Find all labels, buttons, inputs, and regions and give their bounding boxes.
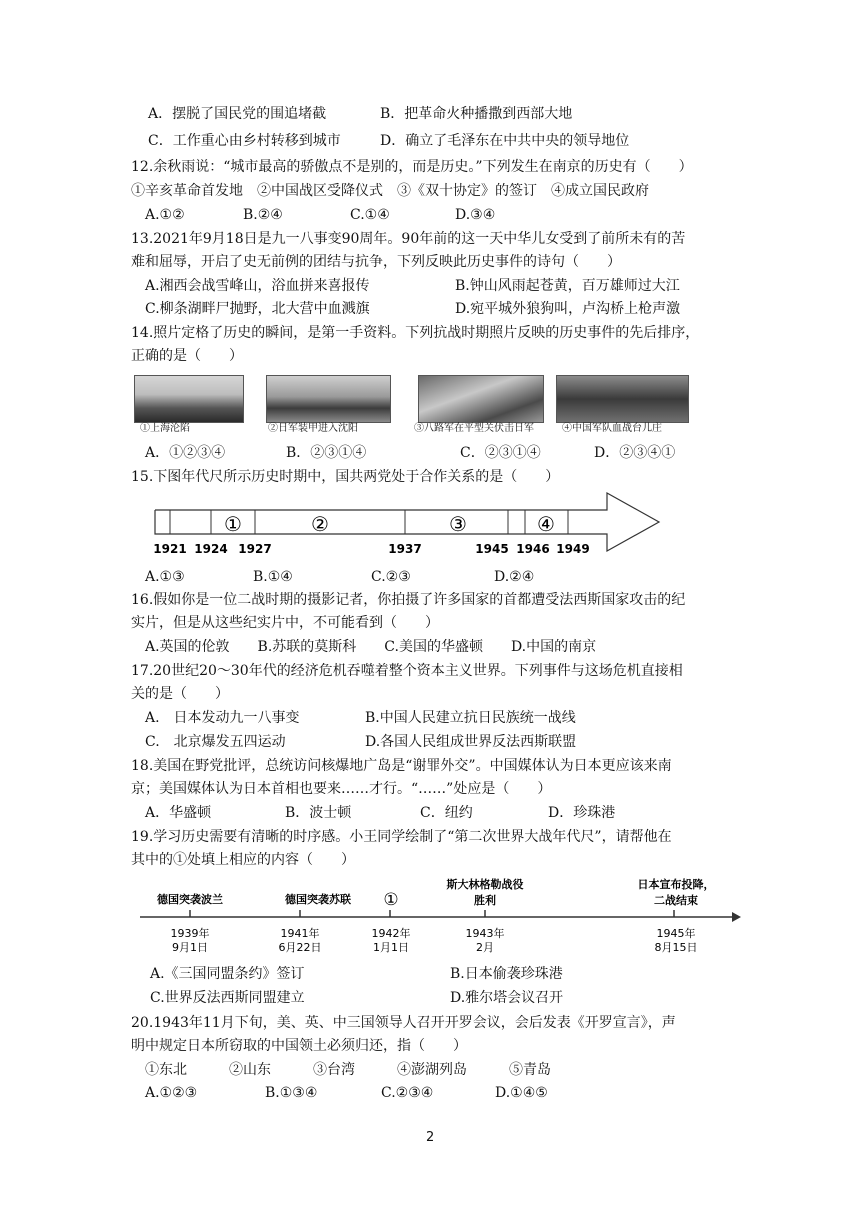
q19-event-poland: 德国突袭波兰 [157, 893, 223, 906]
q15-option-c: C.②③ [371, 569, 411, 585]
q14-option-d: D．②③④① [594, 445, 676, 461]
q18-stem-line2: 京；美国媒体认为日本首相也要来……才行。“……”处应是（ ） [131, 781, 552, 797]
q19-option-a: A.《三国同盟条约》签订 [150, 966, 305, 982]
page-number: 2 [426, 1130, 435, 1145]
q15-year-1921: 1921 [153, 542, 187, 556]
q18-option-c: C．纽约 [420, 805, 473, 821]
q19-option-d: D.雅尔塔会议召开 [450, 990, 564, 1006]
photo-caption-3: ③八路军在平型关伏击日军 [414, 423, 534, 434]
q15-segment-4: ④ [537, 512, 555, 536]
q19-date-1942: 1942年 [371, 927, 411, 940]
q15-segment-3: ③ [449, 512, 467, 536]
q17-option-d: D.各国人民组成世界反法西斯联盟 [365, 734, 577, 750]
q19-date-1945: 1945年 [656, 927, 696, 940]
q14-option-a: A．①②③④ [145, 445, 226, 461]
q14-stem-line2: 正确的是（ ） [131, 348, 243, 364]
q19-stem-line2: 其中的①处填上相应的内容（ ） [131, 852, 355, 868]
q20-stem-line2: 明中规定日本所窃取的中国领土必须归还，指（ ） [131, 1038, 467, 1054]
q19-event-blank: ① [383, 890, 399, 910]
photo-caption-1: ①上海沦陷 [140, 423, 190, 434]
q15-segment-2: ② [311, 512, 329, 536]
q13-stem-line1: 13.2021年9月18日是九一八事变90周年。90年前的这一天中华儿女受到了前所未有的苦 [131, 231, 686, 247]
q15-year-1924: 1924 [194, 542, 228, 556]
q11-option-c: C．工作重心由乡村转移到城市 [148, 133, 341, 149]
q19-option-b: B.日本偷袭珍珠港 [450, 966, 563, 982]
q18-stem-line1: 18.美国在野党批评，总统访问核爆地广岛是“谢罪外交”。中国媒体认为日本更应该来南 [131, 758, 672, 774]
q17-option-b: B.中国人民建立抗日民族统一战线 [365, 710, 576, 726]
q20-option-d: D.①④⑤ [495, 1085, 548, 1101]
q19-event-stalingrad: 斯大林格勒战役 [446, 878, 524, 891]
q17-stem-line2: 关的是（ ） [131, 686, 229, 702]
q19-date-1943-md: 2月 [476, 941, 494, 954]
q14-option-c: C．②③①④ [460, 445, 541, 461]
q15-option-a: A.①③ [145, 569, 185, 585]
q11-option-a: A．摆脱了国民党的围追堵截 [148, 106, 327, 122]
q19-date-1939-md: 9月1日 [172, 941, 208, 954]
q12-option-b: B.②④ [243, 207, 283, 223]
q12-option-a: A.①② [145, 207, 185, 223]
q14-stem-line1: 14.照片定格了历史的瞬间，是第一手资料。下列抗战时期照片反映的历史事件的先后排序， [131, 325, 700, 341]
q18-option-a: A．华盛顿 [145, 805, 212, 821]
q16-stem-line1: 16.假如你是一位二战时期的摄影记者，你拍摄了许多国家的首都遭受法西斯国家攻击的纪 [131, 592, 686, 608]
q19-axis-arrowhead [732, 912, 741, 922]
q19-event-stalingrad-2: 胜利 [474, 894, 496, 907]
q15-year-1927: 1927 [238, 542, 272, 556]
q13-option-b: B.钟山风雨起苍黄，百万雄师过大江 [455, 278, 680, 294]
q19-event-war-end: 二战结束 [654, 894, 698, 907]
q17-option-a: A. 日本发动九一八事变 [145, 710, 300, 726]
q15-option-d: D.②④ [494, 569, 535, 585]
q17-option-c: C. 北京爆发五四运动 [145, 734, 286, 750]
q19-date-1941-md: 6月22日 [278, 941, 322, 954]
q19-option-c: C.世界反法西斯同盟建立 [150, 990, 305, 1006]
q13-option-c: C.柳条湖畔尸抛野，北大营中血溅旗 [145, 301, 370, 317]
q17-stem-line1: 17.20世纪20～30年代的经济危机吞噬着整个资本主义世界。下列事件与这场危机直接相 [131, 663, 683, 679]
q11-option-b: B．把革命火种播撒到西部大地 [380, 106, 573, 122]
q14-option-b: B．②③①④ [286, 445, 367, 461]
q20-option-a: A.①②③ [145, 1085, 198, 1101]
q19-date-1945-md: 8月15日 [654, 941, 698, 954]
q19-date-1941: 1941年 [280, 927, 320, 940]
q15-segment-1: ① [224, 512, 242, 536]
q11-option-d: D．确立了毛泽东在中共中央的领导地位 [380, 133, 630, 149]
q15-year-1949: 1949 [556, 542, 590, 556]
q15-year-1946: 1946 [516, 542, 550, 556]
q15-option-b: B.①④ [253, 569, 293, 585]
q16-stem-line2: 实片，但是从这些纪实片中，不可能看到（ ） [131, 615, 439, 631]
q16-options: A.英国的伦敦 B.苏联的莫斯科 C.美国的华盛顿 D.中国的南京 [145, 639, 597, 655]
q19-date-1939: 1939年 [170, 927, 210, 940]
q19-stem-line1: 19.学习历史需要有清晰的时序感。小王同学绘制了“第二次世界大战年代尺”，请帮他在 [131, 829, 672, 845]
q15-year-1945: 1945 [475, 542, 509, 556]
q18-option-d: D．珍珠港 [548, 805, 616, 821]
q19-event-japan-surrender: 日本宣布投降， [637, 878, 715, 891]
photo-caption-2: ②日军装甲进入沈阳 [268, 423, 358, 434]
q19-event-ussr: 德国突袭苏联 [285, 893, 351, 906]
q12-items: ①辛亥革命首发地 ②中国战区受降仪式 ③《双十协定》的签订 ④成立国民政府 [131, 183, 649, 199]
q15-stem: 15.下图年代尺所示历史时期中，国共两党处于合作关系的是（ ） [131, 469, 560, 485]
q20-option-c: C.②③④ [381, 1085, 434, 1101]
q20-stem-line1: 20.1943年11月下旬，美、英、中三国领导人召开开罗会议，会后发表《开罗宣言》，声 [131, 1015, 676, 1031]
q12-stem: 12.余秋雨说：“城市最高的骄傲点不是别的，而是历史。”下列发生在南京的历史有（ ） [131, 159, 693, 175]
q13-stem-line2: 难和屈辱，开启了史无前例的团结与抗争，下列反映此历史事件的诗句（ ） [131, 254, 621, 270]
q15-year-1937: 1937 [388, 542, 422, 556]
q20-items: ①东北 ②山东 ③台湾 ④澎湖列岛 ⑤青岛 [145, 1062, 551, 1078]
q18-option-b: B．波士顿 [285, 805, 352, 821]
photo-caption-4: ④中国军队血战台儿庄 [562, 423, 662, 434]
q12-option-c: C.①④ [350, 207, 390, 223]
q19-date-1943: 1943年 [465, 927, 505, 940]
q20-option-b: B.①③④ [265, 1085, 318, 1101]
q12-option-d: D.③④ [455, 207, 496, 223]
q13-option-a: A.湘西会战雪峰山，浴血拼来喜报传 [145, 278, 370, 294]
q13-option-d: D.宛平城外狼狗叫，卢沟桥上枪声激 [455, 301, 681, 317]
q19-date-1942-md: 1月1日 [373, 941, 409, 954]
